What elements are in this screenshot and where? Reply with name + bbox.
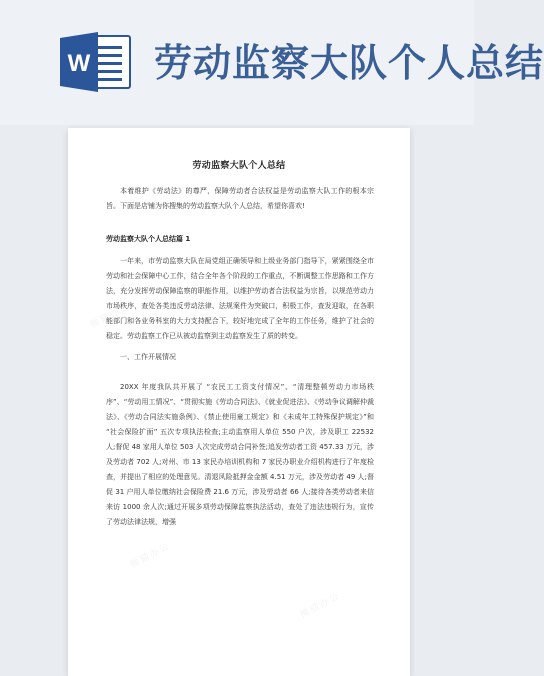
body-paragraph: 20XX 年度我队共开展了 “农民工工资支付情况”、“清理整顿劳动力市场秩序”、“劳动用工情况”、“贯彻实施《劳动合同法》、《就业促进法》、《劳动争议调解仲裁法》、《劳动合同法实施条例》、《禁止使用童工规定》和《未成年工特殊保护规定》”和 “社会保险扩面” 五次专项执法检查;主动监察用人单位 550 户次，涉及职工 22532 人;督促 48 家用人单位 503 人次完成劳动合同补签;追发劳动者工资 457.33 万元，涉及劳动者 702 人;对州、市 13 家民办培训机构和 7 家民办职业介绍机构进行了年度检查，并提出了相应的处理意见。清退风险抵押金金额 4.51 万元，涉及劳动者 49 人;督促 31 户用人单位缴纳社会保险费 21.6 万元，涉及劳动者 66 人;接待各类劳动者来信来访 1000 余人次;通过开展多项劳动保障监察执法活动，查处了违法违规行为，宣传了劳动法律法规，增强 <box>106 383 374 526</box>
document-page <box>68 128 410 676</box>
subheading: 一、工作开展情况 <box>120 353 176 361</box>
banner-title: 劳动监察大队个人总结 <box>154 41 544 85</box>
watermark: 熊猫办公 <box>128 541 173 571</box>
header-banner <box>0 0 544 125</box>
document-title: 劳动监察大队个人总结 <box>192 161 286 171</box>
word-document-icon <box>58 30 134 94</box>
watermark: 熊猫办公 <box>298 591 343 621</box>
body-paragraph: 一年来，市劳动监察大队在局党组正确领导和上级业务部门指导下，紧紧围绕全市劳动和社会保障中心工作，结合全年各个阶段的工作重点，不断调整工作思路和工作方法，充分发挥劳动保障监察的职能作用，以维护劳动者合法权益为宗旨，以规范劳动力市场秩序，查处各类违反劳动法律、法规案件为突破口，积极工作，查发迎取，在各职能部门和各业务科室的大力支持配合下，较好地完成了全年的工作任务，维护了社会的稳定。劳动监察工作已从被动监察到主动监察发生了质的转变。 <box>106 257 374 340</box>
watermark: 熊猫办公 <box>88 301 133 331</box>
section-heading: 劳动监察大队个人总结篇 1 <box>106 235 191 243</box>
watermark: 熊猫办公 <box>248 381 293 411</box>
word-logo-letter: W <box>67 50 91 77</box>
intro-paragraph: 本着维护《劳动法》的尊严，保障劳动者合法权益是劳动监察大队工作的根本宗旨。下面是店铺为你搜集的劳动监察大队个人总结，希望你喜欢! <box>106 187 374 210</box>
